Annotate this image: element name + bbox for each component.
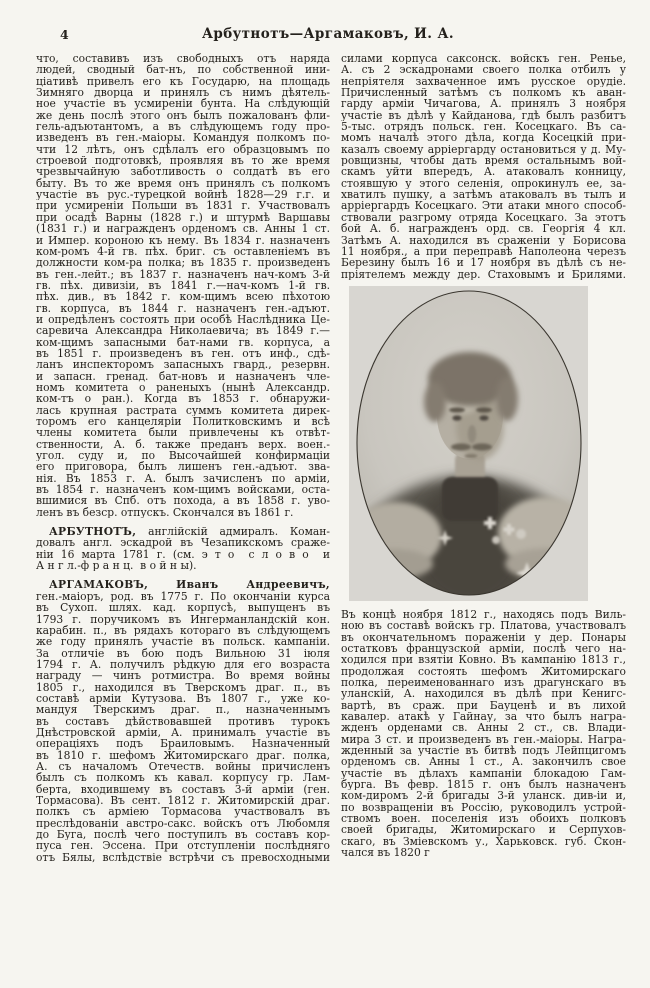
- text-line: ком-ромъ 4-й гв. пѣх. бриг. съ оставленіемъ въ: [36, 245, 330, 258]
- text-line: саревича Александра Николаевича; въ 1849 г.—: [36, 325, 330, 337]
- text-columns: [36, 53, 626, 863]
- right-eyebrow: [476, 407, 492, 412]
- text-line: ніи 16 марта 1781 г. (см. э т о с л о в о и: [36, 548, 330, 561]
- text-line: и Импер. короною къ нему. Въ 1834 г. назначенъ: [36, 234, 330, 246]
- text-line: гарду арміи Чичагова, А. принялъ 3 ноября: [341, 98, 626, 110]
- text-line: бой А. б. награжденъ орд. св. Георгія 4 кл.: [341, 223, 626, 235]
- text-line: въ 1854 г. назначенъ ком-щимъ войсками, оста-: [36, 484, 330, 496]
- text-line: бурга. Въ февр. 1815 г. онъ былъ назначенъ: [341, 779, 626, 791]
- text-line: своей бригады, Житомирскаго и Серпухов-: [341, 824, 626, 836]
- nose: [468, 425, 476, 443]
- text-line: скаго, въ Зміевскомъ у., Харьковск. губ. Скон-: [341, 835, 626, 848]
- text-line: участіе въ дѣлахъ кампаніи блокадою Гам-: [341, 767, 626, 780]
- left-eyebrow: [449, 407, 465, 412]
- text-line: Березину былъ 16 и 17 ноября въ дѣлѣ съ не-: [341, 257, 626, 269]
- text-line: гв. пѣх. дивизіи, въ 1841 г.—нач-комъ 1-й гв.: [36, 279, 330, 292]
- text-line: [36, 579, 330, 590]
- text-line: вшимися въ Спб. отъ похода, а въ 1858 г. уво-: [36, 495, 330, 507]
- text-line: ціативѣ привелъ его къ Государю, на площадь: [36, 75, 330, 88]
- text-line: 1805 г., находился въ Тверскомъ драг. п., въ: [36, 681, 330, 693]
- text-line: торомъ его канцеляріи Политковскимъ и всѣ: [36, 416, 330, 428]
- text-line: въ 1810 г. шефомъ Житомирскаго драг. полка,: [36, 749, 330, 761]
- right-eye: [479, 415, 488, 420]
- text-line: 1794 г. А. получилъ рѣдкую для его возраста: [36, 658, 330, 671]
- text-line: уланскій, А. находился въ дѣлѣ при Кенигс-: [341, 688, 626, 700]
- text-line: ланъ инспекторомъ запасныхъ гвард., резервн.: [36, 359, 330, 371]
- text-line: мира 3 ст. и произведенъ въ ген.-маіоры. Награ-: [341, 733, 626, 745]
- text-line: 5-тыс. отрядъ польск. ген. Косецкаго. Въ са-: [341, 121, 626, 133]
- text-line: силами корпуса саксонск. войскъ ген. Ренье,: [341, 53, 626, 65]
- text-line: былъ съ полкомъ къ кавал. корпусу гр. Лам-: [36, 772, 330, 784]
- text-line: Днѣстровской арміи, А. принималъ участіе въ: [36, 726, 330, 739]
- text-line: непріятеля захваченное имъ русское орудіе.: [341, 75, 626, 88]
- text-line: А. съ началомъ Отечеств. войны причисленъ: [36, 760, 330, 773]
- page-number: 4: [60, 27, 69, 42]
- text-line: ною въ составѣ войскъ гр. Платова, участвовалъ: [341, 620, 626, 632]
- text-line: арріергардъ Косецкаго. Эти атаки много способ-: [341, 200, 626, 212]
- text-line: карабин. п., въ рядахъ котораго въ слѣдующемъ: [36, 624, 330, 637]
- text-line: пѣх. див., въ 1842 г. ком-щимъ всею пѣхотою: [36, 291, 330, 303]
- text-line: жденъ орденами св. Анны 2 ст., св. Влади-: [341, 722, 626, 734]
- text-line: Причисленный затѣмъ съ полкомъ къ аван-: [341, 87, 626, 99]
- text-line: довалъ англ. эскадрой въ Чезапикскомъ сраже-: [36, 537, 330, 549]
- left-eye: [452, 415, 461, 420]
- text-line: А н г л.-ф р а н ц. в о й н ы).: [36, 560, 197, 572]
- article-argamakov: [36, 579, 330, 863]
- text-line: гель-адъютантомъ, а въ слѣдующемъ году про-: [36, 121, 330, 133]
- text-line: чался въ 1820 г: [341, 847, 430, 859]
- text-line: при усмиреніи Польши въ 1831 г. Участвовалъ: [36, 200, 330, 212]
- text-line: въ 1851 г. произведенъ въ ген. отъ инф., сдѣ-: [36, 347, 330, 360]
- text-line: Въ концѣ ноября 1812 г., находясь подъ Виль-: [341, 608, 626, 621]
- text-line: Тормасова). Въ сент. 1812 г. Житомирскій драг.: [36, 795, 330, 807]
- text-line: гв. корпуса, въ 1844 г. назначенъ ген.-адъют.: [36, 302, 330, 314]
- portrait: [349, 286, 588, 601]
- text-line: ходился при взятіи Ковно. Въ кампанію 1813 г.,: [341, 654, 626, 666]
- text-line: чрезвычайную заботливость о солдатѣ въ его: [36, 166, 330, 178]
- text-line: ственности, А. б. также преданъ верх. воен.-: [36, 438, 330, 451]
- text-line: орденомъ св. Анны 1 ст., А. закончилъ свое: [341, 756, 626, 768]
- text-line: же день послѣ этого онъ былъ пожалованъ фли-: [36, 109, 330, 122]
- text-line: А. съ 2 эскадронами своего полка отбилъ у: [341, 64, 626, 76]
- article-argamakov-after-portrait: [341, 609, 626, 859]
- text-line: же году принялъ участіе въ польск. кампаніи.: [36, 636, 330, 648]
- mouth: [465, 454, 478, 458]
- article-arbuthnot: [36, 526, 330, 571]
- text-line: по возвращеніи въ Россію, руководилъ устрой-: [341, 801, 626, 814]
- text-line: продолжая состоять шефомъ Житомирскаго: [341, 665, 626, 677]
- text-line: операціяхъ подъ Браиловымъ. Назначенный: [36, 738, 330, 750]
- text-line: кавалер. атакѣ у Гайнау, за что былъ награ-: [341, 710, 626, 723]
- text-line: отъ Бялы, вслѣдствіе встрѣчи съ превосходными: [36, 851, 330, 864]
- text-line: его приговора, былъ лишенъ ген.-адъют. зва-: [36, 461, 330, 473]
- text-line: скамъ уйти впередъ, А. атаковалъ конницу,: [341, 166, 626, 178]
- text-line: и запасн. гренад. бат-новъ и назначенъ чле-: [36, 370, 330, 382]
- collar: [442, 477, 498, 521]
- text-line: чти 12 лѣтъ, онъ сдѣлалъ его образцовымъ по: [36, 143, 330, 156]
- article-argamakov-continuation: [341, 53, 626, 280]
- text-line: до Буга, послѣ чего поступилъ въ составъ кор-: [36, 829, 330, 841]
- text-line: полкъ съ арміею Тормасова участвовалъ въ: [36, 806, 330, 818]
- text-line: преслѣдованіи австро-сакс. войскъ отъ Любомля: [36, 817, 330, 830]
- text-line: жденный за участіе въ битвѣ подъ Лейпцигомъ: [341, 745, 626, 757]
- text-line: ствовали разгрому отряда Косецкаго. За этотъ: [341, 211, 626, 224]
- text-line: остатковъ французской арміи, послѣ чего на-: [341, 642, 626, 655]
- text-line: ком-диромъ 2-й бригады 3-й уланск. див-іи и,: [341, 790, 626, 802]
- text-line: Затѣмъ А. находился въ сраженіи у Борисова: [341, 234, 626, 246]
- text-line: вартѣ, въ сраж. при Бауценѣ и въ лихой: [341, 699, 626, 711]
- portrait-engraving: [349, 286, 588, 601]
- right-column: [341, 53, 626, 863]
- text-line: участіе въ дѣлѣ у Кайданова, гдѣ былъ разбитъ: [341, 109, 626, 122]
- text-line: ствомъ воен. поселенія изъ обоихъ полковъ: [341, 813, 626, 825]
- text-line: участіе въ рус.-турецкой войнѣ 1828—29 г.г. и: [36, 189, 330, 201]
- text-line: ровщизны, чтобы дать время остальнымъ вой-: [341, 155, 626, 167]
- text-line: въ окончательномъ пораженіи у дер. Понары: [341, 631, 626, 643]
- text-line: награду — чинъ ротмистра. Во время войны: [36, 670, 330, 682]
- text-line: нія. Въ 1853 г. А. былъ зачисленъ по арміи,: [36, 472, 330, 485]
- text-line: АРБУТНОТЪ, англійскій адмиралъ. Коман-: [49, 526, 330, 538]
- text-line: въ ген.-лейт.; въ 1837 г. назначенъ нач-комъ 3-й: [36, 268, 330, 280]
- text-line: момъ началѣ этого дѣла, когда Косецкій при-: [341, 132, 626, 144]
- text-line: хватилъ пушку, а затѣмъ атаковалъ въ тылъ и: [341, 189, 626, 201]
- article-arbuzov-continuation: [36, 53, 330, 518]
- header-title: Арбутнотъ—Аргамаковъ, И. А.: [201, 26, 455, 42]
- article-headword: АРБУТНОТЪ,: [49, 526, 137, 538]
- text-line: номъ комитета о раненыхъ (нынѣ Александр.: [36, 381, 330, 394]
- text-line: 11 ноября., а при переправѣ Наполеона черезъ: [341, 245, 626, 258]
- text-line: людей, сводный бат-нъ, по собственной ини-: [36, 64, 330, 76]
- text-line: должности ком-ра полка; въ 1835 г. произведенъ: [36, 257, 330, 269]
- text-line: стоявшую у этого селенія, опрокинулъ ее, за-: [341, 177, 626, 190]
- text-line: (1831 г.) и награжденъ орденомъ св. Анны 1 ст.: [36, 223, 330, 235]
- text-line: казалъ своему арріергарду остановиться у д. Му-: [341, 143, 626, 156]
- text-line: что, составивъ изъ свободныхъ отъ наряда: [36, 53, 330, 65]
- text-line: изведенъ въ ген.-маіоры. Командуя полкомъ по-: [36, 132, 330, 144]
- text-line: и опредѣленъ состоять при особѣ Наслѣдника Це-: [36, 313, 330, 326]
- article-headword: АРГАМАКОВЪ, Иванъ Андреевичъ,: [49, 579, 330, 591]
- text-line: мандуя Тверскимъ драг. п., назначеннымъ: [36, 704, 330, 716]
- text-line: члены комитета были привлечены къ отвѣт-: [36, 427, 330, 439]
- text-line: ленъ въ безср. отпускъ. Скончался въ 1861 г.: [36, 506, 294, 519]
- text-line: ком-тъ о ран.). Когда въ 1853 г. обнаружи-: [36, 393, 330, 405]
- text-line: угол. суду и, по Высочайшей конфирмаціи: [36, 450, 330, 462]
- text-line: берта, входившему въ составъ 3-й арміи (ген.: [36, 783, 330, 795]
- text-line: въ составъ дѣйствовавшей противъ турокъ: [36, 715, 330, 727]
- text-line: Зимняго дворца и принялъ съ нимъ дѣятель-: [36, 87, 330, 99]
- text-line: ком-щимъ запасными бат-нами гв. корпуса, а: [36, 336, 330, 348]
- text-line: при осадѣ Варны (1828 г.) и штурмѣ Варшавы: [36, 211, 330, 224]
- left-column: [36, 53, 330, 863]
- text-line: пріятелемъ между дер. Стаховымъ и Брилями.: [341, 268, 626, 280]
- text-line: быту. Въ то же время онъ принялъ съ полкомъ: [36, 177, 330, 190]
- text-line: ное участіе въ усмиреніи бунта. На слѣдующій: [36, 98, 330, 110]
- moustache: [451, 443, 471, 450]
- text-line: ген.-маіоръ, род. въ 1775 г. По окончаніи курса: [36, 590, 330, 603]
- text-line: 1793 г. поручикомъ въ Ингерманландскій кон.: [36, 613, 330, 625]
- text-line: пуса ген. Эссена. При отступленіи послѣдняго: [36, 840, 330, 852]
- text-line: въ Сухоп. шлях. кад. корпусѣ, выпущенъ въ: [36, 602, 330, 614]
- text-line: полка, переименованнаго изъ драгунскаго въ: [341, 676, 626, 689]
- running-header: [36, 26, 620, 42]
- text-line: За отличіе въ бою подъ Вильною 31 іюля: [36, 647, 330, 659]
- text-line: составѣ арміи Кутузова. Въ 1807 г., уже ко-: [36, 692, 330, 705]
- text-line: лась крупная растрата суммъ комитета дирек-: [36, 404, 330, 416]
- text-line: строевой подготовкѣ, проявляя въ то же время: [36, 155, 330, 167]
